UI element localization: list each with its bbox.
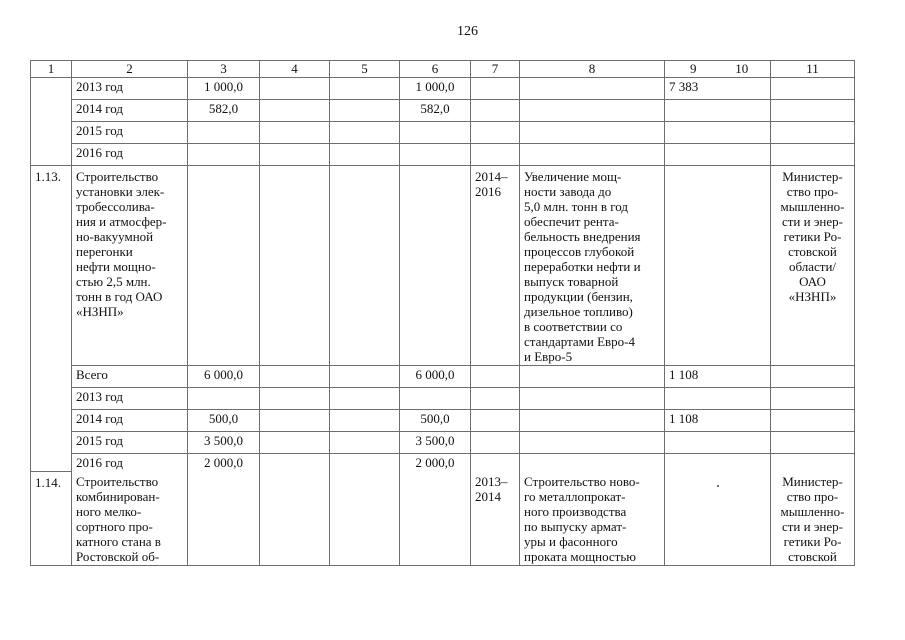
year-label: 2016 год	[72, 454, 188, 472]
item-name-line: ного мелко-	[76, 504, 142, 519]
value-col-7	[471, 144, 520, 166]
year-label: 2014 год	[72, 410, 188, 432]
value-col-9: 1 108	[665, 410, 771, 432]
value-col-8	[520, 100, 665, 122]
item-result-line: переработки нефти и	[524, 259, 641, 274]
value-col-8	[520, 388, 665, 410]
year-label: 2015 год	[72, 122, 188, 144]
item-result-line: по выпуску армат-	[524, 519, 627, 534]
value-col-6	[400, 144, 471, 166]
value-col-4	[260, 78, 330, 100]
value-col-9	[665, 388, 771, 410]
value-col-7	[471, 410, 520, 432]
value-col-3: 1 000,0	[188, 78, 260, 100]
item-executor-line: стовской	[788, 549, 837, 564]
year-label: 2013 год	[72, 388, 188, 410]
table-row	[31, 144, 855, 166]
value-col-5	[330, 366, 400, 388]
value-col-4	[260, 100, 330, 122]
page-number: 126	[457, 24, 478, 39]
value-col-3: 3 500,0	[188, 432, 260, 454]
item-period	[471, 471, 520, 566]
item-executor	[771, 166, 855, 366]
item-result-line: ного производства	[524, 504, 627, 519]
table-row	[31, 100, 855, 122]
item-result-line: выпуск товарной	[524, 274, 619, 289]
item-executor-line: сти и энер-	[781, 519, 843, 534]
item-name-line: Ростовской об-	[76, 549, 160, 564]
value-col-7	[471, 78, 520, 100]
program-table	[30, 60, 855, 566]
table-row	[31, 366, 855, 388]
value-col-11	[771, 78, 855, 100]
item-executor-line: сти и энер-	[781, 214, 843, 229]
value-col-11	[771, 432, 855, 454]
item-result-line: продукции (бензин,	[524, 289, 633, 304]
table-row	[31, 122, 855, 144]
value-col-5	[330, 388, 400, 410]
value-col-3: 2 000,0	[188, 454, 260, 472]
value-col-7	[471, 100, 520, 122]
table-row	[31, 410, 855, 432]
header-col-8: 8	[520, 61, 665, 78]
value-col-8	[520, 144, 665, 166]
item-name-line: тробессолива-	[76, 199, 155, 214]
item-result-line: стандартами Евро-4	[524, 334, 636, 349]
value-col-3: 6 000,0	[188, 366, 260, 388]
table-row	[31, 388, 855, 410]
item-result-line: Строительство ново-	[524, 474, 640, 489]
value-col-5	[330, 166, 400, 366]
item-name-line: комбинирован-	[76, 489, 160, 504]
value-col-5	[330, 100, 400, 122]
item-row-1-13	[31, 166, 855, 366]
year-label: 2015 год	[72, 432, 188, 454]
item-name-line: Строительство	[76, 169, 159, 184]
item-result	[520, 166, 665, 366]
item-executor-line: ство про-	[786, 184, 839, 199]
value-col-8	[520, 454, 665, 472]
value-col-5	[330, 471, 400, 566]
header-col-1: 1	[31, 61, 72, 78]
item-executor	[771, 471, 855, 566]
value-col-9	[665, 454, 771, 472]
item-executor-line: ство про-	[786, 489, 839, 504]
year-label: 2013 год	[72, 78, 188, 100]
item-period-line: 2013–	[475, 474, 508, 489]
value-col-9	[665, 144, 771, 166]
item-executor-line: Министер-	[782, 169, 843, 184]
value-col-8	[520, 432, 665, 454]
item-executor-line: мышленно-	[780, 199, 845, 214]
item-executor-line: гетики Ро-	[783, 534, 842, 549]
value-col-7	[471, 454, 520, 472]
header-col-7: 7	[471, 61, 520, 78]
value-col-8	[520, 122, 665, 144]
item-result-line: дизельное топливо)	[524, 304, 633, 319]
item-name-line: ния и атмосфер-	[76, 214, 167, 229]
header-col-4: 4	[260, 61, 330, 78]
item-number: 1.13.	[31, 166, 72, 472]
value-col-9	[665, 166, 771, 366]
value-col-3	[188, 388, 260, 410]
item-period-line: 2014–	[475, 169, 508, 184]
value-col-7	[471, 388, 520, 410]
item-result-line: Увеличение мощ-	[524, 169, 622, 184]
item-name-line: но-вакуумной	[76, 229, 154, 244]
value-col-5	[330, 122, 400, 144]
value-col-5	[330, 432, 400, 454]
value-col-4	[260, 366, 330, 388]
item-result-line: уры и фасонного	[524, 534, 618, 549]
item-executor-line: области/	[788, 259, 837, 274]
item-result	[520, 471, 665, 566]
year-label: 2014 год	[72, 100, 188, 122]
value-col-4	[260, 122, 330, 144]
table-row	[31, 454, 855, 472]
header-col-9-10	[665, 61, 771, 78]
value-col-7	[471, 432, 520, 454]
value-col-9	[665, 432, 771, 454]
header-col-5: 5	[330, 61, 400, 78]
item-executor-line: «НЗНП»	[788, 289, 837, 304]
value-col-6	[400, 166, 471, 366]
value-col-6	[400, 388, 471, 410]
item-name-line: нефти мощно-	[76, 259, 156, 274]
value-col-11	[771, 144, 855, 166]
header-col-10: 10	[735, 61, 749, 76]
header-col-2: 2	[72, 61, 188, 78]
year-label: Всего	[72, 366, 188, 388]
header-col-3: 3	[188, 61, 260, 78]
row-number-cell	[31, 78, 72, 166]
value-col-5	[330, 454, 400, 472]
item-executor-line: гетики Ро-	[783, 229, 842, 244]
value-col-5	[330, 144, 400, 166]
item-executor-line: стовской	[788, 244, 837, 259]
value-col-4	[260, 410, 330, 432]
value-col-6: 3 500,0	[400, 432, 471, 454]
value-col-3	[188, 471, 260, 566]
item-name-line: Строительство	[76, 474, 159, 489]
year-label: 2016 год	[72, 144, 188, 166]
value-col-11	[771, 122, 855, 144]
value-col-9	[665, 122, 771, 144]
value-col-6	[400, 471, 471, 566]
item-executor-line: Министер-	[782, 474, 843, 489]
item-name	[72, 166, 188, 366]
value-col-11	[771, 388, 855, 410]
value-col-11	[771, 410, 855, 432]
value-col-9: 1 108	[665, 366, 771, 388]
header-row	[31, 61, 855, 78]
value-col-4	[260, 432, 330, 454]
item-result-line: и Евро-5	[524, 349, 573, 364]
value-col-6	[400, 122, 471, 144]
item-period-line: 2014	[475, 489, 501, 504]
value-col-4	[260, 144, 330, 166]
value-col-4	[260, 388, 330, 410]
value-col-8	[520, 78, 665, 100]
value-col-4	[260, 471, 330, 566]
item-result-line: го металлопрокат-	[524, 489, 626, 504]
item-executor-line: мышленно-	[780, 504, 845, 519]
value-col-4	[260, 454, 330, 472]
scan-speck	[717, 485, 719, 487]
item-result-line: проката мощностью	[524, 549, 636, 564]
item-name-line: «НЗНП»	[76, 304, 124, 319]
value-col-11	[771, 366, 855, 388]
value-col-3	[188, 166, 260, 366]
item-result-line: ности завода до	[524, 184, 612, 199]
item-result-line: обеспечит рента-	[524, 214, 619, 229]
value-col-7	[471, 366, 520, 388]
value-col-3	[188, 144, 260, 166]
header-col-11: 11	[771, 61, 855, 78]
item-period-line: 2016	[475, 184, 501, 199]
item-name-line: перегонки	[76, 244, 133, 259]
value-col-6: 2 000,0	[400, 454, 471, 472]
value-col-8	[520, 366, 665, 388]
value-col-9: 7 383	[665, 78, 771, 100]
table-row	[31, 432, 855, 454]
item-result-line: бельность внедрения	[524, 229, 641, 244]
table-row	[31, 78, 855, 100]
item-name-line: установки элек-	[76, 184, 165, 199]
item-name	[72, 471, 188, 566]
item-row-1-14	[31, 471, 855, 566]
value-col-7	[471, 122, 520, 144]
item-result-line: в соответствии со	[524, 319, 623, 334]
value-col-5	[330, 78, 400, 100]
value-col-3: 582,0	[188, 100, 260, 122]
item-executor-line: ОАО	[799, 274, 826, 289]
item-name-line: катного стана в	[76, 534, 161, 549]
value-col-9	[665, 100, 771, 122]
header-col-9: 9	[690, 61, 697, 76]
value-col-3: 500,0	[188, 410, 260, 432]
value-col-3	[188, 122, 260, 144]
item-result-line: 5,0 млн. тонн в год	[524, 199, 628, 214]
item-name-line: стью 2,5 млн.	[76, 274, 151, 289]
value-col-6: 500,0	[400, 410, 471, 432]
value-col-11	[771, 100, 855, 122]
value-col-5	[330, 410, 400, 432]
item-period	[471, 166, 520, 366]
header-col-6: 6	[400, 61, 471, 78]
item-number: 1.14.	[31, 471, 72, 566]
value-col-6: 1 000,0	[400, 78, 471, 100]
value-col-6: 582,0	[400, 100, 471, 122]
item-result-line: процессов глубокой	[524, 244, 635, 259]
value-col-11	[771, 454, 855, 472]
item-name-line: сортного про-	[76, 519, 153, 534]
value-col-8	[520, 410, 665, 432]
item-name-line: тонн в год ОАО	[76, 289, 163, 304]
value-col-6: 6 000,0	[400, 366, 471, 388]
value-col-4	[260, 166, 330, 366]
